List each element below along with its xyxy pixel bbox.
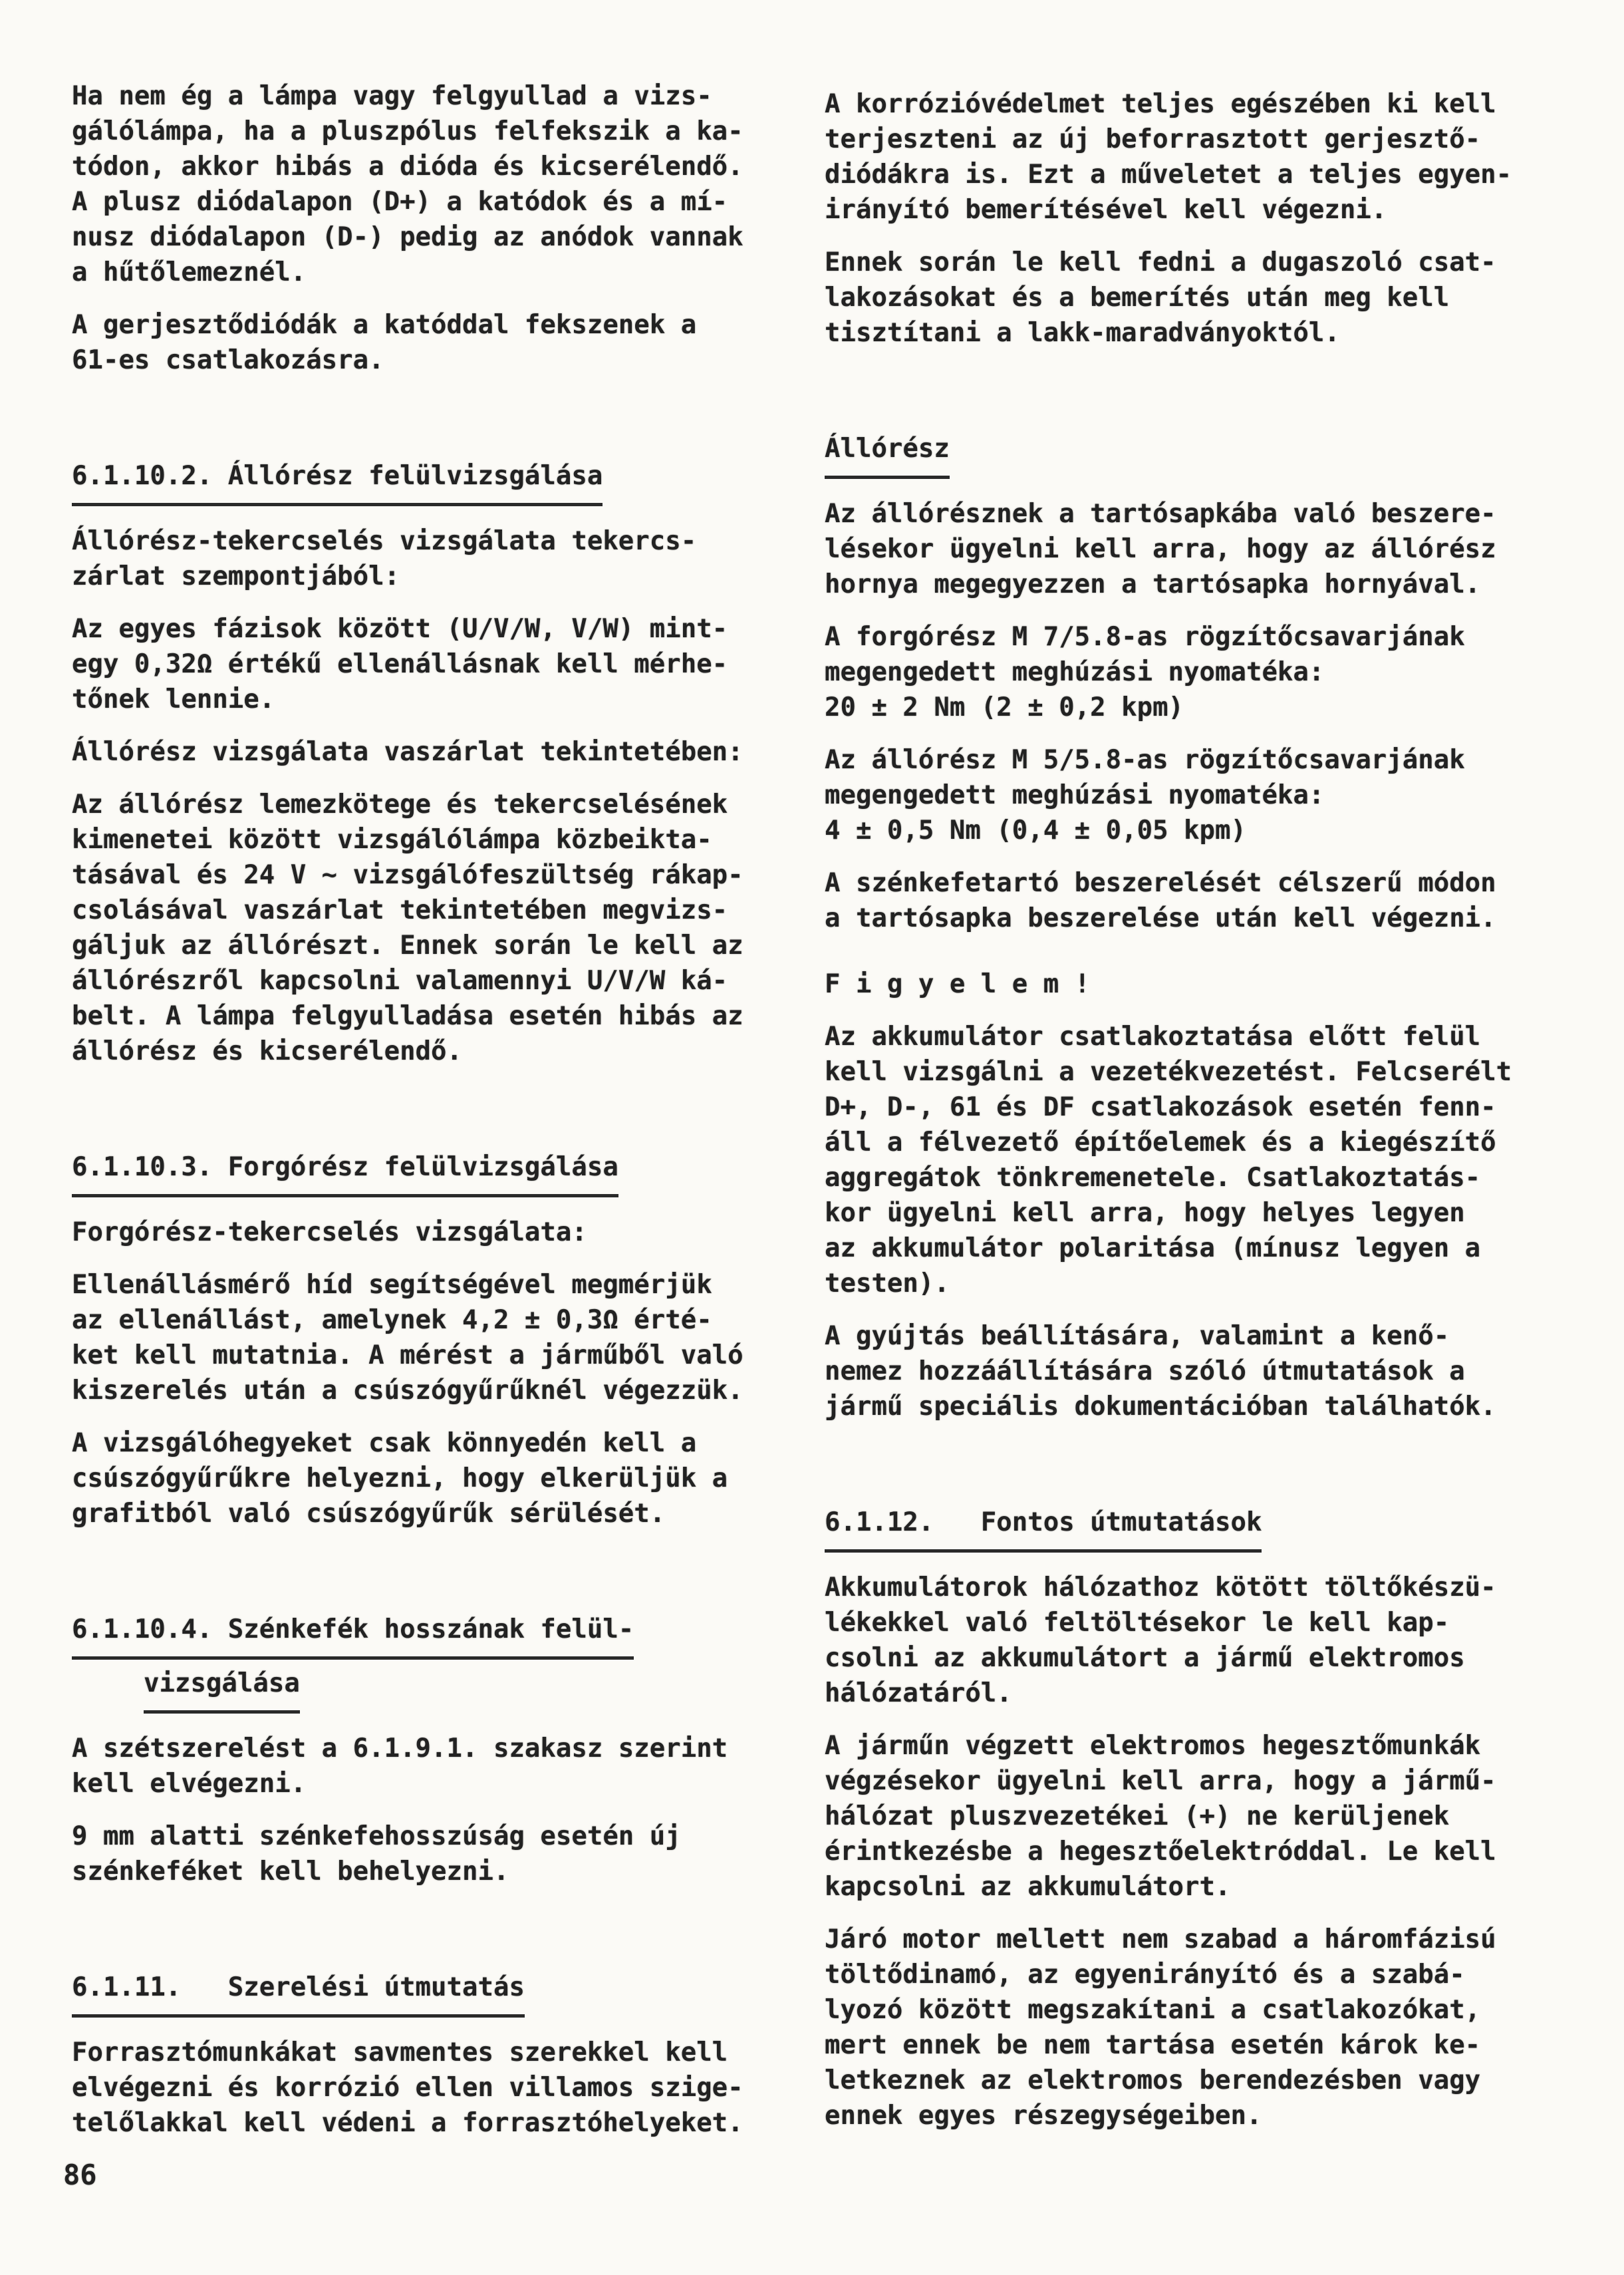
para-cover-connectors [825,245,1563,351]
line-text: végzésekor ügyelni kell arra, hogy a jármű- [825,1766,1496,1796]
para-stator-groove [825,496,1563,602]
line-text: érintkezésbe a hegesztőelektróddal. Le kell [825,1837,1496,1867]
line-text: elvégezni és korrózió ellen villamos szige- [72,2073,744,2103]
text-line [72,1766,790,1801]
line-text: F i g y e l e m ! [825,969,1091,999]
line-text: ennek egyes részegységeiben. [825,2101,1262,2131]
line-text: kiszerelés után a csúszógyűrűknél végezzük. [72,1376,744,1406]
right-column [825,0,1563,2133]
text-line [72,1302,790,1338]
line-text: állórészről kapcsolni valamennyi U/V/W ká- [72,966,728,996]
heading-text: 6.1.10.2. Állórész felülvizsgálása [72,452,603,506]
text-line [825,425,1563,479]
line-text: belt. A lámpa felgyulladása esetén hibás az [72,1001,744,1031]
line-text: egy 0,32Ω értékű ellenállásnak kell mérhe- [72,649,728,679]
line-text: lyozó között megszakítani a csatlakozókat, [825,1995,1481,2025]
text-line [825,122,1563,157]
para-stator-body-short [72,787,790,1069]
heading-6-1-10-4 [72,1606,790,1714]
text-line [72,78,790,114]
line-text: lakozásokat és a bemerítés után meg kell [825,283,1450,313]
text-line [825,192,1563,228]
text-line [72,787,790,822]
text-line [825,1054,1563,1090]
line-text: 9 mm alatti szénkefehosszúság esetén új [72,1821,681,1851]
heading-text: 6.1.10.3. Forgórész felülvizsgálása [72,1143,618,1197]
text-line [825,1570,1563,1605]
text-line [825,1389,1563,1424]
line-text: A szétszerelést a 6.1.9.1. szakasz szerint [72,1734,728,1763]
text-line [72,1461,790,1496]
text-line [72,1964,790,2018]
para-phase-resistance [72,611,790,717]
text-line [72,734,790,770]
text-line [72,524,790,559]
para-ignition-docs [825,1318,1563,1424]
line-text: telőlakkal kell védeni a forrasztóhelyeket. [72,2108,744,2138]
text-line [825,1125,1563,1160]
heading-text: 6.1.10.4. Szénkefék hosszának felül- [72,1606,634,1660]
attention-label [825,967,1563,1002]
line-text: csolásával vaszárlat tekintetében megvizs- [72,895,728,925]
text-line [825,1605,1563,1640]
text-line [825,245,1563,280]
line-text: A forgórész M 7/5.8-as rögzítőcsavarjának [825,622,1465,652]
line-text: A vizsgálóhegyeket csak könnyedén kell a [72,1428,697,1458]
para-lamp-test [72,78,790,290]
line-text: gáljuk az állórészt. Ennek során le kell az [72,931,744,961]
text-line [825,315,1563,351]
text-line [825,865,1563,901]
para-rotor-winding-intro [72,1215,790,1250]
para-exciter-diodes [72,307,790,378]
line-text: grafitból való csúszógyűrűk sérülését. [72,1499,666,1529]
text-line [825,2028,1563,2063]
line-text: gálólámpa, ha a pluszpólus felfekszik a ka- [72,116,744,146]
para-corrosion-protection [825,86,1563,228]
text-line [825,1640,1563,1676]
line-text: hornya megegyezzen a tartósapka hornyával. [825,569,1481,599]
line-text: hálózat pluszvezetékei (+) ne kerüljenek [825,1801,1450,1831]
line-text: A szénkefetartó beszerelését célszerű módon [825,868,1496,898]
text-line [72,1215,790,1250]
line-text: kell vizsgálni a vezetékvezetést. Felcserélt [825,1057,1512,1087]
text-line [72,1267,790,1302]
text-line [825,690,1563,725]
line-text: letkeznek az elektromos berendezésben vagy [825,2065,1481,2095]
text-line [825,1869,1563,1904]
heading-6-1-10-3 [72,1143,790,1197]
text-line [72,998,790,1034]
line-text: állórész és kicserélendő. [72,1036,462,1066]
line-text: Ennek során le kell fedni a dugaszoló csat- [825,247,1496,277]
line-text: jármű speciális dokumentációban találhatók. [825,1392,1496,1422]
para-stator-winding-intro [72,524,790,594]
text-line [825,742,1563,778]
text-line [72,307,790,343]
heading-6-1-10-2 [72,452,790,506]
text-line [825,1676,1563,1711]
line-text: töltődinamó, az egyenirányító és a szabá- [825,1960,1465,1990]
para-battery-polarity [825,1019,1563,1301]
text-line [825,1957,1563,1992]
line-text: tásával és 24 V ∼ vizsgálófeszültség rákap- [72,860,744,890]
para-charger-disconnect [825,1570,1563,1711]
line-text: terjeszteni az új beforrasztott gerjesztő- [825,124,1481,154]
line-text: mert ennek be nem tartása esetén károk ke- [825,2030,1481,2060]
text-line [825,967,1563,1002]
text-line [72,1731,790,1766]
line-text: kell elvégezni. [72,1769,307,1799]
line-text: Állórész vizsgálata vaszárlat tekintetében: [72,737,744,767]
text-line [825,619,1563,655]
text-line [825,567,1563,602]
text-line [144,1660,790,1714]
text-line [72,149,790,184]
text-line [72,611,790,647]
para-brush-holder-install [825,865,1563,936]
line-text: A korrózióvédelmet teljes egészében ki kell [825,89,1496,119]
line-text: Az állórésznek a tartósapkába való beszere- [825,499,1496,529]
text-line [72,452,790,506]
line-text: Az állórész lemezkötege és tekercselésének [72,790,728,820]
line-text: aggregátok tönkremenetele. Csatlakoztatás- [825,1163,1481,1193]
text-line [825,1318,1563,1354]
text-line [72,963,790,998]
line-text: Ha nem ég a lámpa vagy felgyullad a vizs- [72,81,712,111]
text-line [825,1834,1563,1869]
line-text: tisztítani a lakk-maradványoktól. [825,318,1340,348]
text-line [825,1019,1563,1054]
text-line [72,928,790,963]
text-line [72,822,790,857]
page-number: 86 [63,2159,97,2191]
text-line [72,1606,790,1660]
text-line [72,559,790,594]
para-welding-precaution [825,1728,1563,1904]
line-text: A plusz diódalapon (D+) a katódok és a mí- [72,187,728,217]
text-line [72,1426,790,1461]
line-text: Az egyes fázisok között (U/V/W, V/W) mint- [72,614,728,644]
text-line [72,1854,790,1889]
line-text: lésekor ügyelni kell arra, hogy az állórész [825,534,1496,564]
heading-text: 6.1.12. Fontos útmutatások [825,1499,1262,1553]
text-line [72,1143,790,1197]
line-text: Akkumulátorok hálózathoz kötött töltőkészü- [825,1573,1496,1602]
line-text: Az akkumulátor csatlakoztatása előtt felül [825,1022,1481,1052]
line-text: 20 ± 2 Nm (2 ± 0,2 kpm) [825,692,1184,722]
line-text: diódákra is. Ezt a műveletet a teljes egyen- [825,160,1512,190]
para-rotor-screw-torque [825,619,1563,725]
para-soldering [72,2035,790,2141]
text-line [825,280,1563,315]
text-line [825,1354,1563,1389]
line-text: lékekkel való feltöltésekor le kell kap- [825,1608,1450,1638]
para-rotor-resistance [72,1267,790,1408]
line-text: testen). [825,1269,950,1298]
line-text: tódon, akkor hibás a dióda és kicserélendő. [72,152,744,182]
line-text: ket kell mutatnia. A mérést a járműből való [72,1340,744,1370]
text-line [72,2105,790,2141]
line-text: A gyújtás beállítására, valamint a kenő- [825,1321,1450,1351]
para-stator-screw-torque [825,742,1563,848]
left-column [72,0,790,2141]
text-line [72,1373,790,1408]
line-text: Ellenállásmérő híd segítségével megmérjük [72,1270,712,1300]
line-text: csúszógyűrűkre helyezni, hogy elkerüljük a [72,1463,728,1493]
text-line [825,1160,1563,1195]
line-text: csolni az akkumulátort a jármű elektromos [825,1643,1465,1673]
para-slip-ring-care [72,1426,790,1531]
text-line [72,1338,790,1373]
line-text: megengedett meghúzási nyomatéka: [825,657,1325,687]
text-line [72,647,790,682]
line-text: Járó motor mellett nem szabad a háromfázisú [825,1924,1496,1954]
line-text: kor ügyelni kell arra, hogy helyes legyen [825,1198,1465,1228]
text-line [825,655,1563,690]
line-text: áll a félvezető építőelemek és a kiegészítő [825,1128,1496,1157]
heading-text: Állórész [825,425,950,479]
text-line [825,157,1563,192]
para-brush-length [72,1819,790,1889]
line-text: Forrasztómunkákat savmentes szerekkel kell [72,2038,728,2067]
text-line [825,1728,1563,1763]
line-text: zárlat szempontjából: [72,561,400,591]
text-line [825,1799,1563,1834]
text-line [72,2070,790,2105]
text-line [825,1992,1563,2028]
text-line [72,220,790,255]
text-line [825,901,1563,936]
text-line [825,1195,1563,1231]
line-text: 4 ± 0,5 Nm (0,4 ± 0,05 kpm) [825,816,1246,845]
heading-6-1-11 [72,1964,790,2018]
text-line [825,813,1563,848]
line-text: kimenetei között vizsgálólámpa közbeikta- [72,825,712,855]
line-text: nusz diódalapon (D-) pedig az anódok vannak [72,222,744,252]
line-text: D+, D-, 61 és DF csatlakozások esetén fenn- [825,1092,1496,1122]
line-text: megengedett meghúzási nyomatéka: [825,780,1325,810]
text-line [825,1922,1563,1957]
text-line [825,1090,1563,1125]
text-line [825,2063,1563,2098]
text-line [72,343,790,378]
line-text: nemez hozzáállítására szóló útmutatások a [825,1356,1465,1386]
text-line [825,1231,1563,1266]
line-text: a hűtőlemeznél. [72,257,307,287]
para-stator-body-short-intro [72,734,790,770]
heading-allorez [825,425,1563,479]
text-line [825,778,1563,813]
line-text: Forgórész-tekercselés vizsgálata: [72,1217,587,1247]
text-line [825,1499,1563,1553]
text-line [72,114,790,149]
line-text: irányító bemerítésével kell végezni. [825,195,1387,225]
line-text: tőnek lennie. [72,684,275,714]
text-line [825,496,1563,531]
text-line [72,2035,790,2070]
para-disassembly-ref [72,1731,790,1801]
text-line [825,86,1563,122]
text-line [72,1819,790,1854]
heading-6-1-12 [825,1499,1563,1553]
text-line [72,857,790,893]
text-line [825,1763,1563,1799]
heading-text: 6.1.11. Szerelési útmutatás [72,1964,525,2018]
text-line [72,1496,790,1531]
text-line [825,2098,1563,2133]
line-text: 61-es csatlakozásra. [72,345,384,375]
line-text: A járműn végzett elektromos hegesztőmunkák [825,1731,1481,1761]
text-line [72,682,790,717]
line-text: a tartósapka beszerelése után kell végezni. [825,903,1496,933]
line-text: hálózatáról. [825,1678,1012,1708]
text-line [72,893,790,928]
para-running-engine [825,1922,1563,2133]
line-text: A gerjesztődiódák a katóddal fekszenek a [72,310,697,340]
text-line [825,1266,1563,1301]
line-text: kapcsolni az akkumulátort. [825,1872,1231,1902]
line-text: az ellenállást, amelynek 4,2 ± 0,3Ω érté- [72,1305,712,1335]
text-line [825,531,1563,567]
text-line [72,255,790,290]
heading-text: vizsgálása [144,1660,300,1714]
text-line [72,1034,790,1069]
line-text: az akkumulátor polaritása (mínusz legyen a [825,1233,1481,1263]
line-text: Állórész-tekercselés vizsgálata tekercs- [72,526,697,556]
line-text: Az állórész M 5/5.8-as rögzítőcsavarjának [825,745,1465,775]
line-text: szénkeféket kell behelyezni. [72,1857,509,1887]
text-line [72,184,790,220]
